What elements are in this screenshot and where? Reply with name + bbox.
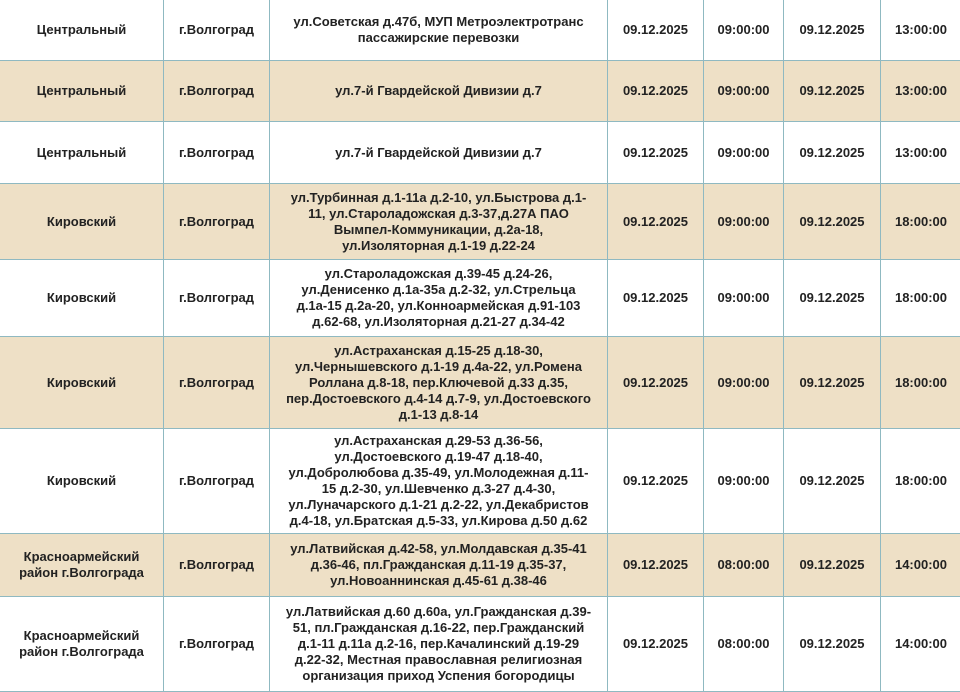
district-cell: Кировский bbox=[0, 337, 164, 429]
end-time-cell: 18:00:00 bbox=[881, 260, 960, 337]
start-time-cell: 09:00:00 bbox=[704, 184, 784, 260]
city-cell: г.Волгоград bbox=[164, 429, 270, 534]
address-cell: ул.Латвийская д.60 д.60а, ул.Гражданская д.39- 51, пл.Гражданская д.16-22, пер.Гражданский д.1-11 д.11а д.2-16, пер.Качалинский д.19-29 д.22-32, Местная православная религиозная организация приход Успения богородицы bbox=[270, 597, 608, 692]
end-time-cell: 14:00:00 bbox=[881, 597, 960, 692]
address-cell: ул.Советская д.47б, МУП Метроэлектротранс пассажирские перевозки bbox=[270, 0, 608, 61]
district-cell: Центральный bbox=[0, 122, 164, 184]
start-time-cell: 09:00:00 bbox=[704, 0, 784, 61]
district-cell: Центральный bbox=[0, 61, 164, 122]
district-cell: Красноармейский район г.Волгограда bbox=[0, 534, 164, 597]
table-row bbox=[0, 597, 960, 692]
start-date-cell: 09.12.2025 bbox=[608, 597, 704, 692]
end-date-cell: 09.12.2025 bbox=[784, 61, 881, 122]
start-date-cell: 09.12.2025 bbox=[608, 0, 704, 61]
table-row bbox=[0, 534, 960, 597]
end-time-cell: 18:00:00 bbox=[881, 429, 960, 534]
end-time-cell: 13:00:00 bbox=[881, 0, 960, 61]
start-time-cell: 09:00:00 bbox=[704, 429, 784, 534]
city-cell: г.Волгоград bbox=[164, 0, 270, 61]
district-cell: Кировский bbox=[0, 260, 164, 337]
table-row bbox=[0, 184, 960, 260]
city-cell: г.Волгоград bbox=[164, 122, 270, 184]
district-cell: Центральный bbox=[0, 0, 164, 61]
start-date-cell: 09.12.2025 bbox=[608, 337, 704, 429]
end-date-cell: 09.12.2025 bbox=[784, 184, 881, 260]
address-cell: ул.Турбинная д.1-11а д.2-10, ул.Быстрова д.1- 11, ул.Староладожская д.3-37,д.27А ПАО Вымпел-Коммуникации, д.2а-18, ул.Изоляторная д.1-19 д.22-24 bbox=[270, 184, 608, 260]
table-row bbox=[0, 0, 960, 61]
address-cell: ул.Астраханская д.15-25 д.18-30, ул.Чернышевского д.1-19 д.4а-22, ул.Ромена Роллана д.8-18, пер.Ключевой д.33 д.35, пер.Достоевского д.4-14 д.7-9, ул.Достоевского д.1-13 д.8-14 bbox=[270, 337, 608, 429]
address-cell: ул.Астраханская д.29-53 д.36-56, ул.Достоевского д.19-47 д.18-40, ул.Добролюбова д.35-49, ул.Молодежная д.11- 15 д.2-30, ул.Шевченко д.3-27 д.4-30, ул.Луначарского д.1-21 д.2-22, ул.Декабристов д.4-18, ул.Братская д.5-33, ул.Кирова д.50 д.62 bbox=[270, 429, 608, 534]
end-time-cell: 18:00:00 bbox=[881, 184, 960, 260]
end-date-cell: 09.12.2025 bbox=[784, 0, 881, 61]
end-time-cell: 13:00:00 bbox=[881, 122, 960, 184]
table-row bbox=[0, 337, 960, 429]
end-date-cell: 09.12.2025 bbox=[784, 122, 881, 184]
end-date-cell: 09.12.2025 bbox=[784, 260, 881, 337]
end-date-cell: 09.12.2025 bbox=[784, 429, 881, 534]
address-cell: ул.7-й Гвардейской Дивизии д.7 bbox=[270, 122, 608, 184]
address-cell: ул.Латвийская д.42-58, ул.Молдавская д.35-41 д.36-46, пл.Гражданская д.11-19 д.35-37, ул.Новоаннинская д.45-61 д.38-46 bbox=[270, 534, 608, 597]
start-date-cell: 09.12.2025 bbox=[608, 429, 704, 534]
district-cell: Красноармейский район г.Волгограда bbox=[0, 597, 164, 692]
end-date-cell: 09.12.2025 bbox=[784, 337, 881, 429]
start-time-cell: 09:00:00 bbox=[704, 337, 784, 429]
end-date-cell: 09.12.2025 bbox=[784, 534, 881, 597]
end-time-cell: 13:00:00 bbox=[881, 61, 960, 122]
city-cell: г.Волгоград bbox=[164, 61, 270, 122]
start-date-cell: 09.12.2025 bbox=[608, 122, 704, 184]
address-cell: ул.7-й Гвардейской Дивизии д.7 bbox=[270, 61, 608, 122]
city-cell: г.Волгоград bbox=[164, 260, 270, 337]
address-cell: ул.Староладожская д.39-45 д.24-26, ул.Денисенко д.1а-35а д.2-32, ул.Стрельца д.1а-15 д.2а-20, ул.Конноармейская д.91-103 д.62-68, ул.Изоляторная д.21-27 д.34-42 bbox=[270, 260, 608, 337]
start-date-cell: 09.12.2025 bbox=[608, 61, 704, 122]
start-time-cell: 09:00:00 bbox=[704, 260, 784, 337]
start-date-cell: 09.12.2025 bbox=[608, 260, 704, 337]
start-time-cell: 09:00:00 bbox=[704, 122, 784, 184]
district-cell: Кировский bbox=[0, 429, 164, 534]
table-row bbox=[0, 429, 960, 534]
table-row bbox=[0, 61, 960, 122]
table-row bbox=[0, 122, 960, 184]
end-date-cell: 09.12.2025 bbox=[784, 597, 881, 692]
start-date-cell: 09.12.2025 bbox=[608, 534, 704, 597]
city-cell: г.Волгоград bbox=[164, 184, 270, 260]
start-date-cell: 09.12.2025 bbox=[608, 184, 704, 260]
start-time-cell: 09:00:00 bbox=[704, 61, 784, 122]
end-time-cell: 18:00:00 bbox=[881, 337, 960, 429]
end-time-cell: 14:00:00 bbox=[881, 534, 960, 597]
city-cell: г.Волгоград bbox=[164, 337, 270, 429]
district-cell: Кировский bbox=[0, 184, 164, 260]
start-time-cell: 08:00:00 bbox=[704, 534, 784, 597]
start-time-cell: 08:00:00 bbox=[704, 597, 784, 692]
city-cell: г.Волгоград bbox=[164, 597, 270, 692]
table-row bbox=[0, 260, 960, 337]
city-cell: г.Волгоград bbox=[164, 534, 270, 597]
